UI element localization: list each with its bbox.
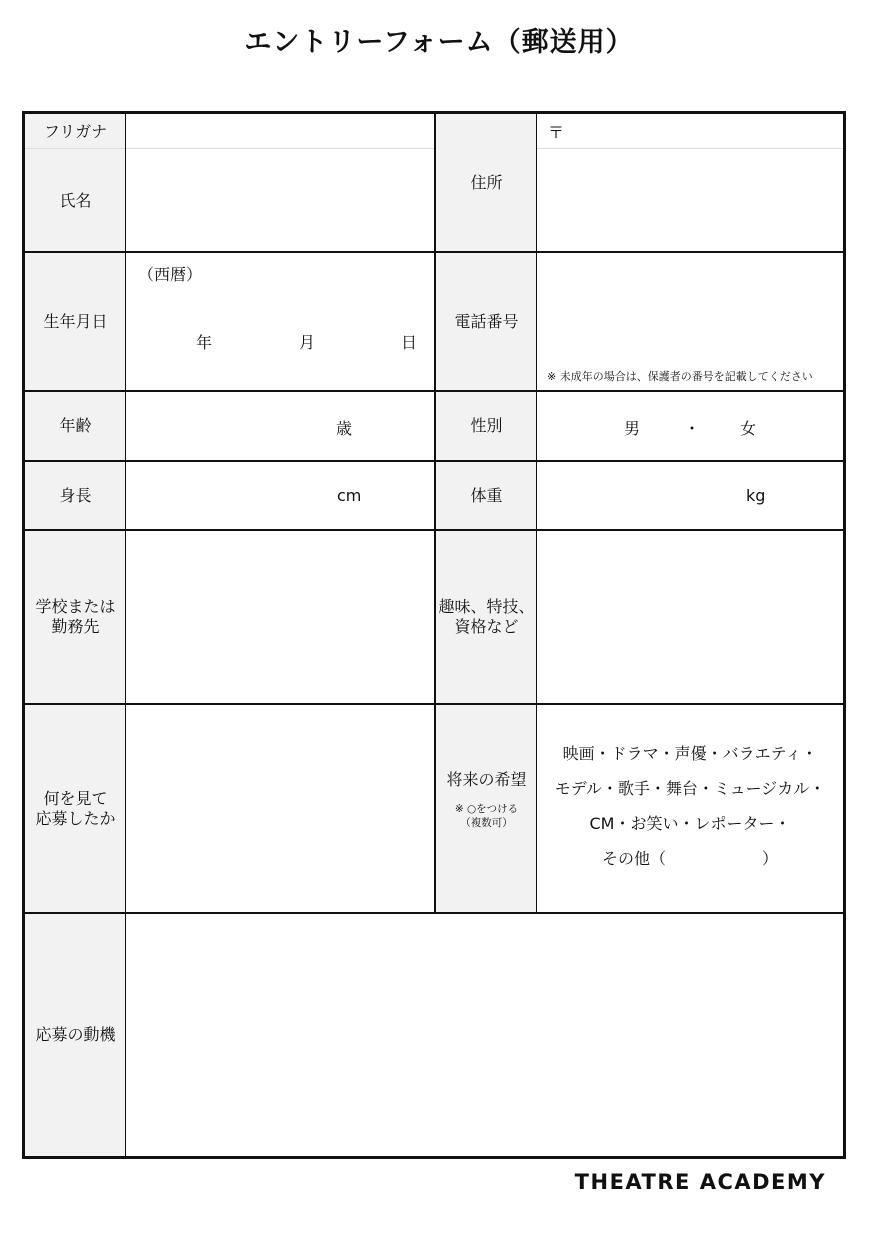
gender-separator: ・ (684, 419, 701, 438)
entry-form (22, 111, 846, 1159)
name-field[interactable] (127, 150, 434, 251)
weight-label: 体重 (436, 462, 537, 530)
hope-choice-line[interactable]: モデル・歌手・舞台・ミュージカル・ (554, 779, 826, 798)
birthdate-label: 生年月日 (25, 253, 126, 391)
phone-note: ※ 未成年の場合は、保護者の番号を記載してください (547, 370, 813, 383)
height-label: 身長 (25, 462, 126, 530)
source-label: 何を見て 応募したか (25, 705, 126, 912)
weight-unit: kg (746, 486, 766, 505)
divider (537, 148, 843, 149)
divider (125, 114, 126, 1156)
school-field[interactable] (127, 532, 434, 702)
source-field[interactable] (127, 706, 434, 911)
height-unit: cm (337, 486, 362, 505)
gender-male[interactable]: 男 (624, 419, 641, 438)
divider (434, 114, 436, 913)
hope-choice-line[interactable]: CM・お笑い・レポーター・ (589, 814, 791, 833)
hope-choice-line[interactable]: その他（ ） (601, 849, 778, 868)
day-unit: 日 (401, 333, 418, 352)
address-label: 住所 (436, 114, 537, 252)
hope-label: 将来の希望 ※ ○をつける （複数可） (436, 705, 537, 912)
page-title: エントリーフォーム（郵送用） (244, 27, 634, 58)
brand-logo: THEATRE ACADEMY (574, 1170, 826, 1194)
hope-choices (537, 736, 843, 876)
divider (126, 148, 436, 149)
name-label: 氏名 (25, 149, 126, 252)
month-unit: 月 (299, 333, 316, 352)
address-field[interactable] (538, 150, 843, 251)
hobby-field[interactable] (538, 532, 843, 702)
furigana-label: フリガナ (25, 114, 126, 149)
postal-mark: 〒 (548, 123, 565, 142)
age-unit: 歳 (336, 419, 353, 438)
motive-label: 応募の動機 (25, 914, 126, 1156)
furigana-field[interactable] (127, 114, 434, 148)
gender-label: 性別 (436, 392, 537, 460)
age-label: 年齢 (25, 392, 126, 460)
hobby-label: 趣味、特技、 資格など (436, 531, 537, 703)
era-label: （西暦） (138, 265, 203, 284)
hope-choice-line[interactable]: 映画・ドラマ・声優・バラエティ・ (562, 744, 818, 763)
divider (25, 148, 126, 149)
gender-female[interactable]: 女 (740, 419, 757, 438)
phone-label: 電話番号 (436, 253, 537, 391)
motive-field[interactable] (127, 915, 843, 1156)
year-unit: 年 (196, 333, 213, 352)
school-label: 学校または 勤務先 (25, 531, 126, 703)
